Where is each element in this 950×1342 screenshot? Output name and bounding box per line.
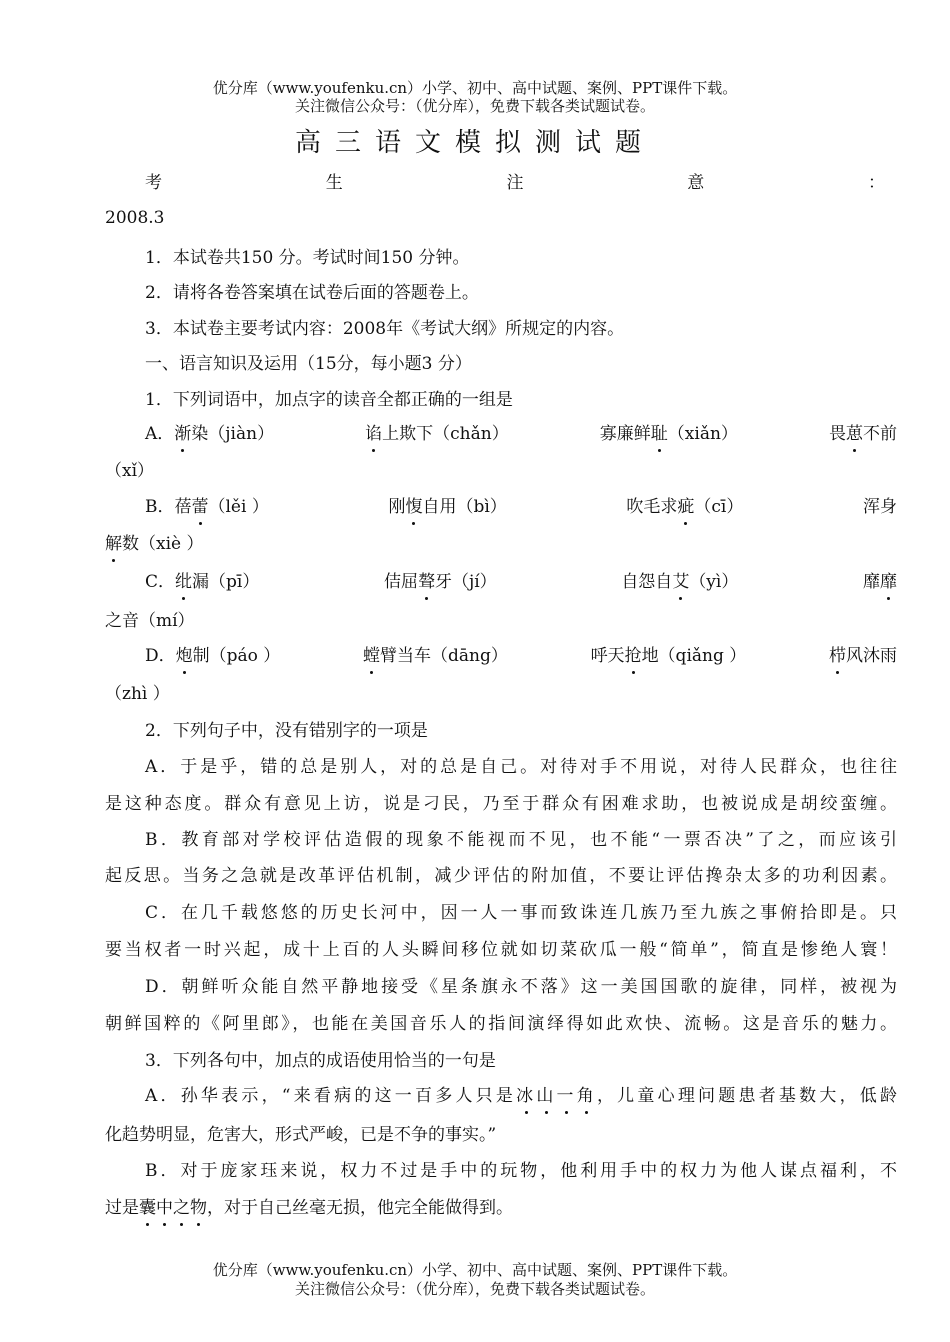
q1-option-c-cont: 之音（mí） xyxy=(105,611,195,631)
page-title: 高三语文模拟测试题 xyxy=(294,128,655,158)
notice-heading xyxy=(145,168,885,193)
q1-option-d xyxy=(145,641,897,666)
option-item: 谄上欺下（chǎn） xyxy=(365,424,509,444)
header-line-2: 关注微信公众号：（优分库），免费下载各类试题试卷。 xyxy=(294,97,655,115)
q3-option-b-line-1: B．对于庞家珏来说，权力不过是手中的玩物，他利用手中的权力为他人谋点福利，不 xyxy=(145,1161,897,1181)
notice-char: 考 xyxy=(145,173,162,193)
q2-option-a-line-1: A．于是乎，错的总是别人，对的总是自己。对待对手不用说，对待人民群众，也往往 xyxy=(145,757,897,777)
q1-option-d-cont: （zhì ） xyxy=(105,684,170,704)
rule-2: 2．请将各卷答案填在试卷后面的答题卷上。 xyxy=(145,283,479,303)
option-item: 寡廉鲜耻（xiǎn） xyxy=(599,424,738,444)
q1-option-a-cont: （xǐ） xyxy=(105,461,155,481)
option-item: 靡靡 xyxy=(862,572,897,592)
option-item: 栉风沐雨 xyxy=(828,646,897,666)
q1-option-b-cont: 解数（xiè ） xyxy=(105,534,204,554)
q2-option-d-line-2: 朝鲜国粹的《阿里郎》，也能在美国音乐人的指间演绎得如此欢快、流畅。这是音乐的魅力。 xyxy=(105,1014,897,1034)
rule-1: 1．本试卷共150 分。考试时间150 分钟。 xyxy=(145,248,470,268)
option-item: 浑身 xyxy=(862,497,897,517)
q1-stem: 1．下列词语中，加点字的读音全都正确的一组是 xyxy=(145,390,513,410)
option-item: 刚愎自用（bì） xyxy=(388,497,507,517)
notice-char: 注 xyxy=(506,173,524,193)
q3-option-a-line-1: A．孙华表示，“来看病的这一百多人只是冰山一角，儿童心理问题患者基数大，低龄 xyxy=(145,1086,898,1106)
notice-char: 生 xyxy=(325,173,343,193)
q2-option-b-line-1: B．教育部对学校评估造假的现象不能视而不见，也不能“一票否决”了之，而应该引 xyxy=(145,830,897,850)
q1-option-a xyxy=(145,419,897,444)
q2-option-a-line-2: 是这种态度。群众有意见上访，说是刁民，乃至于群众有困难求助，也被说成是胡绞蛮缠。 xyxy=(105,794,897,814)
rule-3: 3．本试卷主要考试内容：2008年《考试大纲》所规定的内容。 xyxy=(145,319,625,339)
option-item: 畏葸不前 xyxy=(828,424,897,444)
q2-option-d-line-1: D．朝鲜听众能自然平静地接受《星条旗永不落》这一美国国歌的旋律，同样，被视为 xyxy=(145,977,897,997)
q3-option-a-line-2: 化趋势明显，危害大，形式严峻，已是不争的事实。” xyxy=(105,1125,497,1145)
option-item: D．炮制（páo ） xyxy=(145,646,281,666)
option-item: B．蓓蕾（lěi ） xyxy=(145,497,269,517)
notice-char: ： xyxy=(868,173,885,193)
option-item: 佶屈聱牙（jí） xyxy=(383,572,497,592)
footer-line-2: 关注微信公众号：（优分库），免费下载各类试题试卷。 xyxy=(294,1280,655,1298)
q2-option-c-line-2: 要当权者一时兴起，成十上百的人头瞬间移位就如切菜砍瓜一般“简单”，简直是惨绝人寰！ xyxy=(105,940,897,960)
q3-stem: 3．下列各句中，加点的成语使用恰当的一句是 xyxy=(145,1051,496,1071)
option-item: 呼天抢地（qiǎng ） xyxy=(590,646,747,666)
q1-option-b xyxy=(145,492,897,517)
q2-option-b-line-2: 起反思。当务之急就是改革评估机制，减少评估的附加值，不要让评估搀杂太多的功利因素。 xyxy=(105,866,897,886)
option-item: 自怨自艾（yì） xyxy=(621,572,739,592)
option-item: A．渐染（jiàn） xyxy=(145,424,275,444)
option-item: C．纰漏（pī） xyxy=(145,572,260,592)
q2-stem: 2．下列句子中，没有错别字的一项是 xyxy=(145,721,428,741)
option-item: 螳臂当车（dāng） xyxy=(363,646,508,666)
q1-option-c xyxy=(145,567,897,592)
notice-char: 意 xyxy=(687,173,705,193)
q3-option-b-line-2: 过是囊中之物，对于自己丝毫无损，他完全能做得到。 xyxy=(105,1198,513,1218)
header-line-1: 优分库（www.youfenku.cn）小学、初中、高中试题、案例、PPT课件下载。 xyxy=(212,79,738,97)
footer-line-1: 优分库（www.youfenku.cn）小学、初中、高中试题、案例、PPT课件下载。 xyxy=(212,1261,738,1279)
option-item: 吹毛求疵（cī） xyxy=(626,497,744,517)
section-heading: 一、语言知识及运用（15分，每小题3 分） xyxy=(145,354,472,374)
exam-date: 2008.3 xyxy=(105,208,165,228)
q2-option-c-line-1: C．在几千载悠悠的历史长河中，因一人一事而致诛连几族乃至九族之事俯拾即是。只 xyxy=(145,903,897,923)
